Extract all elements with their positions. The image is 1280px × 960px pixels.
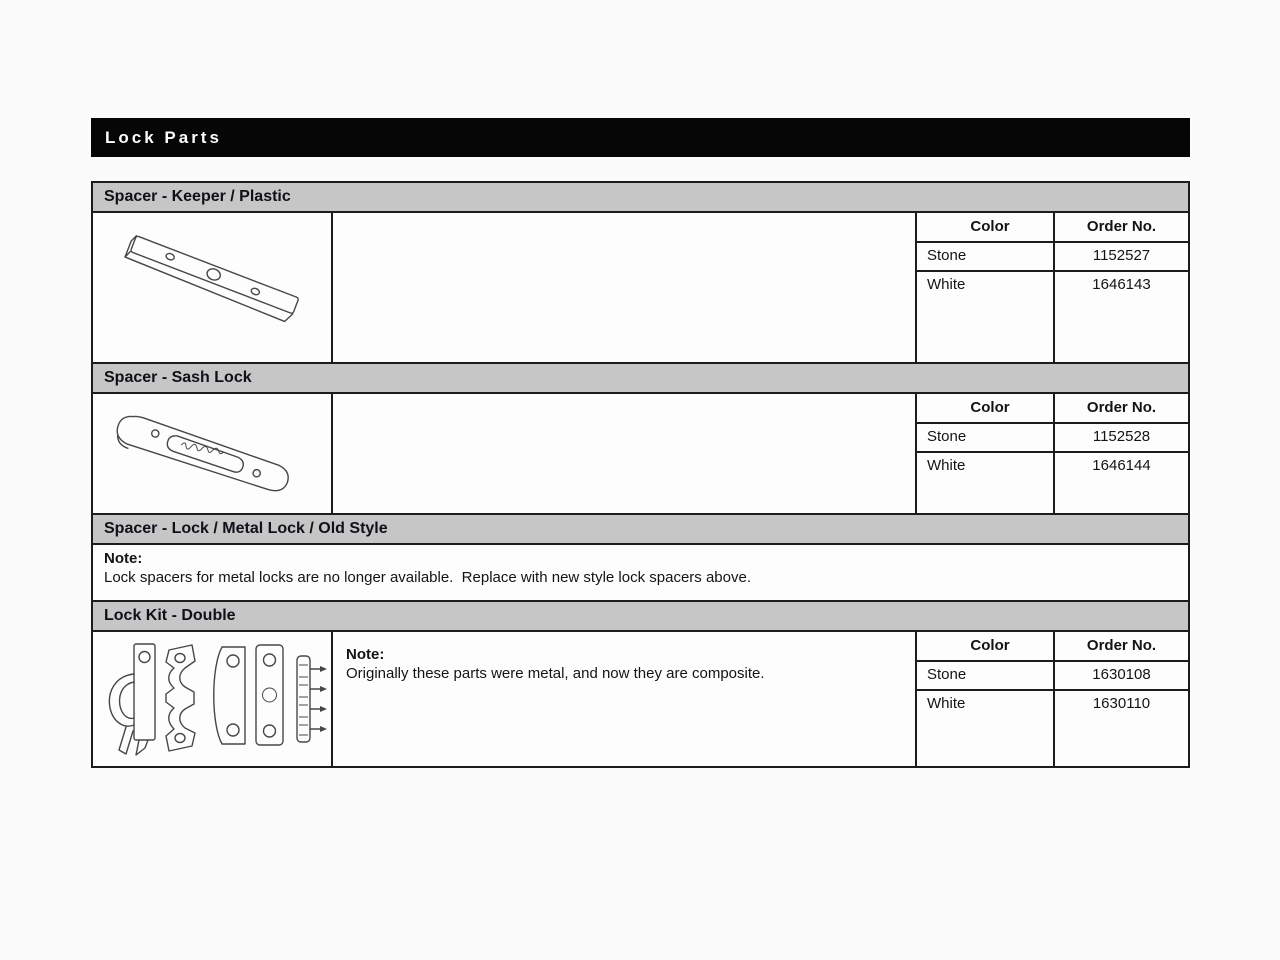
lock-kit-note bbox=[333, 632, 917, 766]
order-table-spacer-sash-lock bbox=[917, 394, 1188, 513]
order-table-spacer-keeper-plastic bbox=[917, 213, 1188, 362]
order-no-column-header: Order No. bbox=[1086, 399, 1157, 416]
keeper-spacer-drawing-icon bbox=[93, 213, 331, 362]
note-label: Note: bbox=[104, 550, 143, 567]
sash-lock-spacer-illustration bbox=[93, 394, 333, 513]
empty-description-cell bbox=[333, 213, 917, 362]
color-value: White bbox=[917, 453, 1055, 513]
note-text: Lock spacers for metal locks are no longer available. Replace with new style lock spacers above. bbox=[104, 569, 751, 586]
color-value: Stone bbox=[917, 424, 1055, 451]
order-table-lock-kit-double bbox=[917, 632, 1188, 766]
color-value: Stone bbox=[917, 662, 1055, 689]
order-no-value: 1646144 bbox=[1092, 457, 1151, 474]
metal-lock-note bbox=[93, 545, 1188, 602]
color-value: Stone bbox=[917, 243, 1055, 270]
color-column-header: Color bbox=[917, 394, 1055, 422]
section-heading-spacer-metal-lock: Spacer - Lock / Metal Lock / Old Style bbox=[93, 515, 1188, 545]
color-column-header: Color bbox=[917, 632, 1055, 660]
table-row bbox=[917, 243, 1188, 272]
order-no-column-header: Order No. bbox=[1086, 218, 1157, 235]
section-heading-spacer-keeper-plastic: Spacer - Keeper / Plastic bbox=[93, 183, 1188, 213]
order-no-value: 1646143 bbox=[1092, 276, 1151, 293]
order-no-column-header: Order No. bbox=[1086, 637, 1157, 654]
note-text: Originally these parts were metal, and now they are composite. bbox=[346, 665, 765, 682]
table-row bbox=[917, 662, 1188, 691]
lock-kit-illustration bbox=[93, 632, 333, 766]
order-no-value: 1152528 bbox=[1092, 428, 1151, 445]
table-row bbox=[917, 453, 1188, 513]
section-row-spacer-sash-lock bbox=[93, 394, 1188, 515]
sash-lock-spacer-drawing-icon bbox=[93, 394, 331, 513]
order-no-value: 1630108 bbox=[1092, 666, 1151, 683]
order-no-value: 1630110 bbox=[1092, 695, 1151, 712]
lock-kit-parts-drawing-icon bbox=[93, 632, 331, 764]
section-heading-spacer-sash-lock: Spacer - Sash Lock bbox=[93, 364, 1188, 394]
color-value: White bbox=[917, 272, 1055, 362]
section-heading-lock-kit-double: Lock Kit - Double bbox=[93, 602, 1188, 632]
order-table-header bbox=[917, 394, 1188, 424]
page-title-banner bbox=[91, 118, 1190, 157]
table-row bbox=[917, 424, 1188, 453]
color-column-header: Color bbox=[917, 213, 1055, 241]
order-no-value: 1152527 bbox=[1092, 247, 1151, 264]
order-table-header bbox=[917, 213, 1188, 243]
empty-description-cell bbox=[333, 394, 917, 513]
section-row-spacer-keeper-plastic bbox=[93, 213, 1188, 364]
section-row-lock-kit-double bbox=[93, 632, 1188, 766]
parts-catalog-table bbox=[91, 181, 1190, 768]
table-row bbox=[917, 691, 1188, 766]
table-row bbox=[917, 272, 1188, 362]
note-label: Note: bbox=[346, 646, 385, 663]
order-table-header bbox=[917, 632, 1188, 662]
page-title: Lock Parts bbox=[105, 127, 222, 147]
keeper-spacer-illustration bbox=[93, 213, 333, 362]
color-value: White bbox=[917, 691, 1055, 766]
